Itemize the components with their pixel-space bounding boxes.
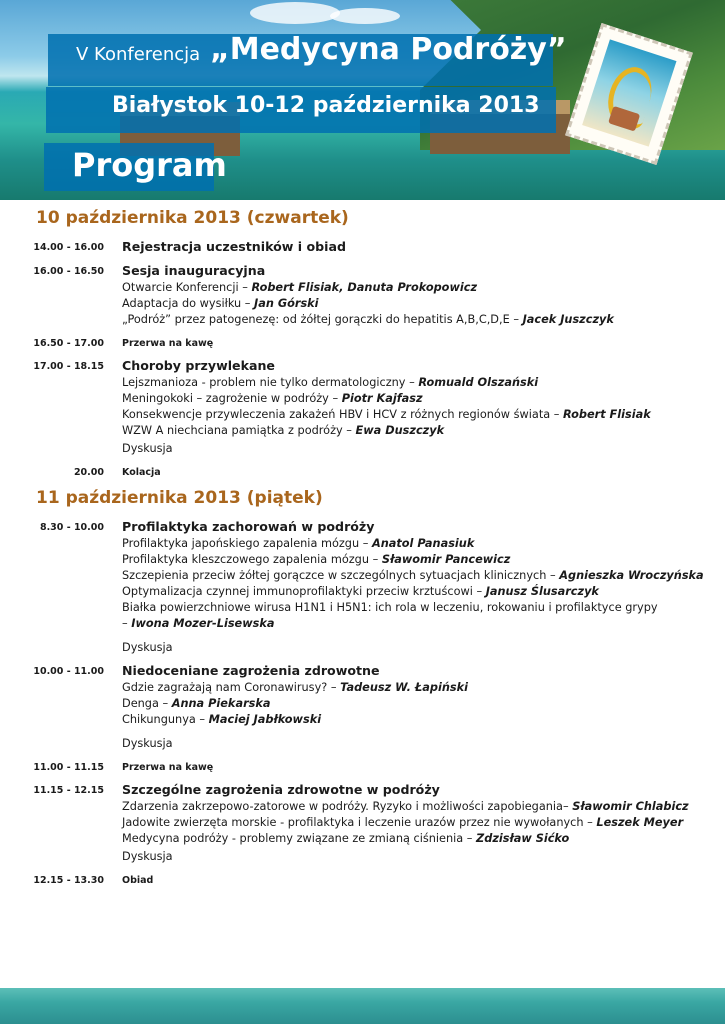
talk-line xyxy=(122,600,712,616)
conference-title: „Medycyna Podróży” xyxy=(210,32,567,67)
session-row xyxy=(0,262,725,328)
session-body xyxy=(122,758,712,775)
water-footer-image xyxy=(0,988,725,1024)
cloud xyxy=(250,2,340,24)
talk-line xyxy=(122,391,712,407)
cloud xyxy=(330,8,400,24)
program-day xyxy=(0,488,725,888)
session-body xyxy=(122,871,712,888)
talk-title: Gdzie zagrażają nam Coronawirusy? – xyxy=(122,681,341,694)
talk-line xyxy=(122,712,712,728)
talk-title: Dyskusja xyxy=(122,442,173,455)
talk-line xyxy=(122,849,712,865)
talk-title: Dyskusja xyxy=(122,737,173,750)
speaker-name: Jan Górski xyxy=(254,297,319,310)
talk-line xyxy=(122,312,712,328)
talk-title: Optymalizacja czynnej immunoprofilaktyki przeciw krztuścowi – xyxy=(122,585,486,598)
spacer xyxy=(122,632,712,638)
session-time: 16.50 - 17.00 xyxy=(33,338,104,349)
session-row xyxy=(0,758,725,775)
talk-line xyxy=(122,280,712,296)
talk-title: Profilaktyka japońskiego zapalenia mózgu – xyxy=(122,537,372,550)
speaker-name: Sławomir Chlabicz xyxy=(572,800,689,813)
session-title: Szczególne zagrożenia zdrowotne w podróży xyxy=(122,782,440,797)
talk-line xyxy=(122,680,712,696)
speaker-name: Maciej Jabłkowski xyxy=(208,713,322,726)
session-title: Profilaktyka zachorowań w podróży xyxy=(122,519,375,534)
speaker-name: Agnieszka Wroczyńska xyxy=(559,569,704,582)
session-time: 10.00 - 11.00 xyxy=(33,666,104,677)
session-title: Przerwa na kawę xyxy=(122,762,214,773)
talk-title: Białka powierzchniowe wirusa H1N1 i H5N1: ich rola w leczeniu, rokowaniu i profilaktyce grypy xyxy=(122,601,658,614)
session-time: 20.00 xyxy=(73,467,104,478)
session-row xyxy=(0,357,725,457)
speaker-name: Ewa Duszczyk xyxy=(355,424,445,437)
session-title: Obiad xyxy=(122,875,154,886)
session-time: 12.15 - 13.30 xyxy=(33,875,104,886)
program-title: Program xyxy=(72,146,227,184)
talk-line xyxy=(122,568,712,584)
session-row xyxy=(0,662,725,752)
session-body xyxy=(122,334,712,351)
talk-line xyxy=(122,296,712,312)
speaker-name: Jacek Juszczyk xyxy=(522,313,614,326)
session-title: Rejestracja uczestników i obiad xyxy=(122,239,346,254)
talk-title: Adaptacja do wysiłku – xyxy=(122,297,255,310)
speaker-name: Leszek Meyer xyxy=(596,816,684,829)
session-row xyxy=(0,334,725,351)
day-title: 10 października 2013 (czwartek) xyxy=(36,208,349,228)
day-title: 11 października 2013 (piątek) xyxy=(36,488,323,508)
speaker-name: Piotr Kajfasz xyxy=(341,392,423,405)
session-row xyxy=(0,238,725,256)
talk-title: Chikungunya – xyxy=(122,713,209,726)
talk-title: Dyskusja xyxy=(122,641,173,654)
session-row xyxy=(0,463,725,480)
talk-title: Konsekwencje przywleczenia zakażeń HBV i HCV z różnych regionów świata – xyxy=(122,408,563,421)
talk-line xyxy=(122,441,712,457)
speaker-name: Iwona Mozer-Lisewska xyxy=(131,617,275,630)
session-time: 8.30 - 10.00 xyxy=(39,522,104,533)
speaker-name: Sławomir Pancewicz xyxy=(381,553,511,566)
speaker-name: Anna Piekarska xyxy=(171,697,271,710)
speaker-name: Romuald Olszański xyxy=(418,376,539,389)
session-body xyxy=(122,781,712,865)
talk-line xyxy=(122,584,712,600)
talk-line xyxy=(122,831,712,847)
session-body xyxy=(122,662,712,752)
talk-title: – xyxy=(122,617,132,630)
talk-line xyxy=(122,375,712,391)
session-time: 16.00 - 16.50 xyxy=(33,266,104,277)
talk-title: Profilaktyka kleszczowego zapalenia mózgu – xyxy=(122,553,382,566)
talk-line xyxy=(122,799,712,815)
talk-title: Meningokoki – zagrożenie w podróży – xyxy=(122,392,342,405)
session-body xyxy=(122,463,712,480)
session-title: Niedoceniane zagrożenia zdrowotne xyxy=(122,663,380,678)
talk-title: Zdarzenia zakrzepowo-zatorowe w podróży. Ryzyko i możliwości zapobiegania– xyxy=(122,800,573,813)
session-time: 17.00 - 18.15 xyxy=(33,361,104,372)
talk-title: Szczepienia przeciw żółtej gorączce w szczególnych sytuacjach klinicznych – xyxy=(122,569,560,582)
talk-line xyxy=(122,536,712,552)
location-dates: Białystok 10-12 października 2013 xyxy=(112,93,540,118)
talk-title: Lejszmanioza - problem nie tylko dermatologiczny – xyxy=(122,376,419,389)
session-body xyxy=(122,518,712,656)
speaker-name: Robert Flisiak, Danuta Prokopowicz xyxy=(251,281,478,294)
session-time: 11.15 - 12.15 xyxy=(33,785,104,796)
speaker-name: Anatol Panasiuk xyxy=(371,537,475,550)
talk-title: Dyskusja xyxy=(122,850,173,863)
talk-line xyxy=(122,640,712,656)
header-banner xyxy=(0,0,725,200)
speaker-name: Janusz Ślusarczyk xyxy=(485,585,599,598)
session-row xyxy=(0,518,725,656)
talk-line xyxy=(122,736,712,752)
talk-title: Denga – xyxy=(122,697,172,710)
talk-line xyxy=(122,815,712,831)
session-title: Sesja inauguracyjna xyxy=(122,263,266,278)
talk-line xyxy=(122,407,712,423)
session-row xyxy=(0,781,725,865)
session-title: Przerwa na kawę xyxy=(122,338,214,349)
talk-title: Medycyna podróży - problemy związane ze zmianą ciśnienia – xyxy=(122,832,477,845)
session-time: 11.00 - 11.15 xyxy=(33,762,104,773)
talk-line xyxy=(122,696,712,712)
session-body xyxy=(122,262,712,328)
speaker-name: Tadeusz W. Łapiński xyxy=(340,681,468,694)
talk-title: WZW A niechciana pamiątka z podróży – xyxy=(122,424,356,437)
session-title: Kolacja xyxy=(122,467,161,478)
talk-line xyxy=(122,552,712,568)
session-title: Choroby przywlekane xyxy=(122,358,275,373)
session-row xyxy=(0,871,725,888)
talk-line xyxy=(122,616,712,632)
conference-prefix: V Konferencja xyxy=(76,44,201,65)
program-content xyxy=(0,208,725,894)
session-body xyxy=(122,357,712,457)
speaker-name: Robert Flisiak xyxy=(563,408,651,421)
spacer xyxy=(122,728,712,734)
speaker-name: Zdzisław Sićko xyxy=(476,832,570,845)
session-time: 14.00 - 16.00 xyxy=(33,242,104,253)
program-day xyxy=(0,208,725,480)
talk-title: Jadowite zwierzęta morskie - profilaktyka i leczenie urazów przez nie wywołanych – xyxy=(122,816,597,829)
talk-title: „Podróż” przez patogenezę: od żółtej gorączki do hepatitis A,B,C,D,E – xyxy=(122,313,523,326)
talk-title: Otwarcie Konferencji – xyxy=(122,281,252,294)
session-body xyxy=(122,238,712,256)
stamp-picture xyxy=(582,39,676,146)
talk-line xyxy=(122,423,712,439)
